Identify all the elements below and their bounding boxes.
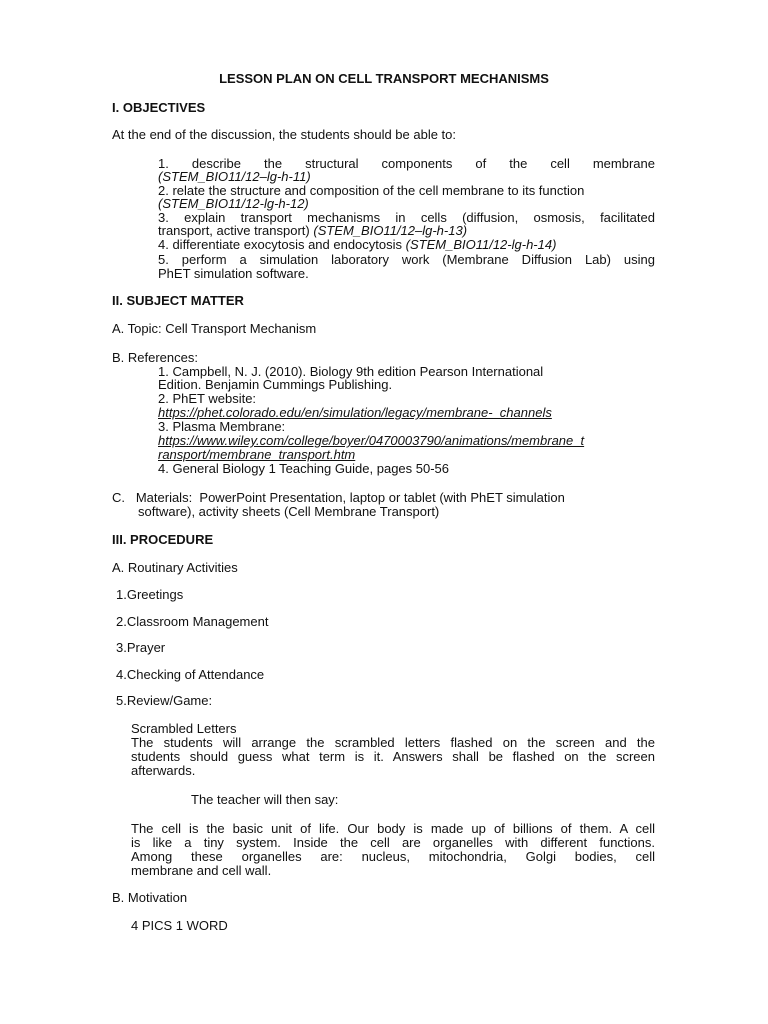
materials-line-2: software), activity sheets (Cell Membrane Transport) [138,504,440,519]
four-pics-one-word: 4 PICS 1 WORD [131,918,228,933]
materials-line-1: C. Materials: PowerPoint Presentation, laptop or tablet (with PhET simulation [112,490,565,505]
routinary-item-1: 1.Greetings [116,587,184,602]
cell-line-4: membrane and cell wall. [131,863,272,878]
teacher-say: The teacher will then say: [191,792,339,807]
reference-2: 2. PhET website: [158,391,257,406]
objective-1-text: 1. describe the structural components of the cell membrane [158,156,655,171]
scrambled-line-3: afterwards. [131,763,196,778]
objective-3-text2: transport, active transport) [158,223,310,238]
routinary-item-2: 2.Classroom Management [116,614,269,629]
objectives-heading: I. OBJECTIVES [112,100,206,115]
scrambled-line-2: students should guess what term is it. Answers shall be flashed on the screen [131,749,655,764]
objective-4-code: (STEM_BIO11/12-lg-h-14) [405,237,557,252]
reference-3: 3. Plasma Membrane: [158,419,286,434]
objective-4-text: 4. differentiate exocytosis and endocytosis [158,237,403,252]
routinary-item-5: 5.Review/Game: [116,693,213,708]
cell-line-1: The cell is the basic unit of life. Our body is made up of billions of them. A cell [131,821,655,836]
page-title: LESSON PLAN ON CELL TRANSPORT MECHANISMS [219,71,549,86]
objectives-intro: At the end of the discussion, the students should be able to: [112,127,457,142]
cell-line-3: Among these organelles are: nucleus, mitochondria, Golgi bodies, cell [131,849,655,864]
cell-line-2: is like a tiny system. Inside the cell are organelles with different functions. [131,835,655,850]
motivation-label: B. Motivation [112,890,188,905]
reference-1b: Edition. Benjamin Cummings Publishing. [158,377,393,392]
reference-1a: 1. Campbell, N. J. (2010). Biology 9th edition Pearson International [158,364,544,379]
procedure-heading: III. PROCEDURE [112,532,214,547]
objective-1-code: (STEM_BIO11/12–lg-h-11) [158,169,311,184]
reference-3-link-a[interactable]: https://www.wiley.com/college/boyer/0470003790/animations/membrane_t [158,433,585,448]
routinary-activities: A. Routinary Activities [112,560,238,575]
topic-line: A. Topic: Cell Transport Mechanism [112,321,317,336]
subject-matter-heading: II. SUBJECT MATTER [112,293,244,308]
objective-3-code: (STEM_BIO11/12–lg-h-13) [313,223,468,238]
objective-5-text-cont: PhET simulation software. [158,266,309,281]
reference-3-link-b[interactable]: ransport/membrane_transport.htm [158,447,356,462]
objective-2-code: (STEM_BIO11/12-lg-h-12) [158,196,309,211]
reference-2-link[interactable]: https://phet.colorado.edu/en/simulation/legacy/membrane- channels [158,405,552,420]
scrambled-line-1: The students will arrange the scrambled letters flashed on the screen and the [131,735,655,750]
routinary-item-3: 3.Prayer [116,640,166,655]
objective-4 [158,238,556,252]
objective-2-text: 2. relate the structure and composition of the cell membrane to its function [158,183,585,198]
reference-4: 4. General Biology 1 Teaching Guide, pages 50-56 [158,461,450,476]
objective-5-text: 5. perform a simulation laboratory work (Membrane Diffusion Lab) using [158,252,655,267]
references-label: B. References: [112,350,198,365]
scrambled-title: Scrambled Letters [131,721,237,736]
objective-3-text-cont [158,224,467,238]
routinary-item-4: 4.Checking of Attendance [116,667,265,682]
objective-3-text: 3. explain transport mechanisms in cells (diffusion, osmosis, facilitated [158,210,655,225]
